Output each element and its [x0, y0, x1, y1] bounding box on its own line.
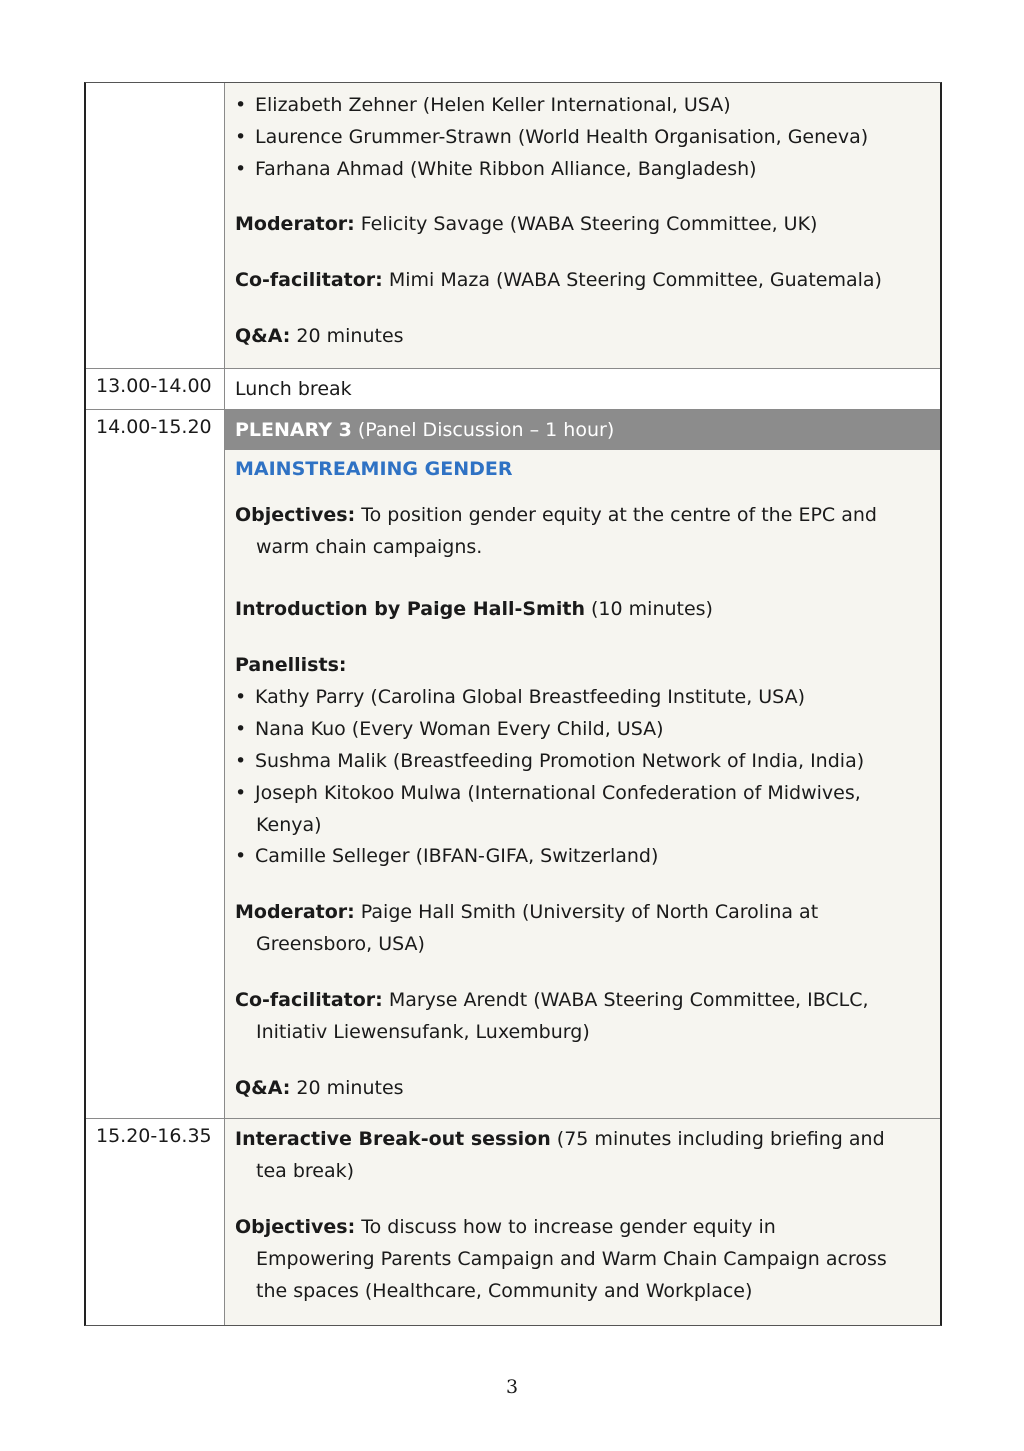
cofacilitator-line: Co-facilitator: Maryse Arendt (WABA Steering Committee, IBCLC,: [235, 989, 869, 1011]
session-line: tea break): [256, 1160, 355, 1182]
list-item: • Camille Selleger (IBFAN-GIFA, Switzerland): [235, 845, 659, 867]
list-item: • Farhana Ahmad (White Ribbon Alliance, Bangladesh): [235, 158, 757, 180]
content-cell: [225, 410, 940, 1118]
table-row: [86, 1119, 940, 1325]
list-item: • Joseph Kitokoo Mulwa (International Confederation of Midwives,: [235, 782, 861, 804]
qa-line: Q&A: 20 minutes: [235, 325, 404, 347]
cofacilitator-line: Co-facilitator: Mimi Maza (WABA Steering Committee, Guatemala): [235, 269, 882, 291]
time-cell: 13.00-14.00: [86, 369, 225, 409]
table-row: [86, 83, 940, 369]
schedule-table: [84, 82, 942, 1326]
table-row: [86, 369, 940, 410]
moderator-line: Greensboro, USA): [256, 933, 425, 955]
qa-line: Q&A: 20 minutes: [235, 1077, 404, 1099]
panellists-label: Panellists:: [235, 654, 347, 676]
list-item: • Laurence Grummer-Strawn (World Health Organisation, Geneva): [235, 126, 869, 148]
list-item: • Nana Kuo (Every Woman Every Child, USA): [235, 718, 664, 740]
plenary-header-bar: PLENARY 3 (Panel Discussion – 1 hour): [225, 410, 940, 450]
moderator-line: Moderator: Felicity Savage (WABA Steering Committee, UK): [235, 213, 818, 235]
time-cell: 15.20-16.35: [86, 1119, 225, 1325]
list-item: • Sushma Malik (Breastfeeding Promotion Network of India, India): [235, 750, 865, 772]
list-item: • Kathy Parry (Carolina Global Breastfeeding Institute, USA): [235, 686, 806, 708]
objectives-line: the spaces (Healthcare, Community and Workplace): [256, 1280, 753, 1302]
page-number: 3: [505, 1376, 519, 1398]
list-item: • Elizabeth Zehner (Helen Keller International, USA): [235, 94, 731, 116]
section-heading: MAINSTREAMING GENDER: [235, 458, 513, 480]
content-cell: [225, 369, 940, 409]
introduction-line: Introduction by Paige Hall-Smith (10 minutes): [235, 598, 713, 620]
cofacilitator-line: Initiativ Liewensufank, Luxemburg): [256, 1021, 590, 1043]
objectives-line: Empowering Parents Campaign and Warm Chain Campaign across: [256, 1248, 887, 1270]
lunch-text: Lunch break: [235, 378, 352, 400]
content-cell: [225, 1119, 940, 1325]
session-line: Interactive Break-out session (75 minutes including briefing and: [235, 1128, 885, 1150]
table-row: [86, 410, 940, 1119]
objectives-line: warm chain campaigns.: [256, 536, 483, 558]
list-item-continuation: Kenya): [256, 814, 322, 836]
time-cell: 14.00-15.20: [86, 410, 225, 1118]
objectives-line: Objectives: To discuss how to increase gender equity in: [235, 1216, 776, 1238]
content-cell: [225, 83, 940, 368]
moderator-line: Moderator: Paige Hall Smith (University of North Carolina at: [235, 901, 819, 923]
objectives-line: Objectives: To position gender equity at the centre of the EPC and: [235, 504, 877, 526]
time-cell: [86, 83, 225, 368]
